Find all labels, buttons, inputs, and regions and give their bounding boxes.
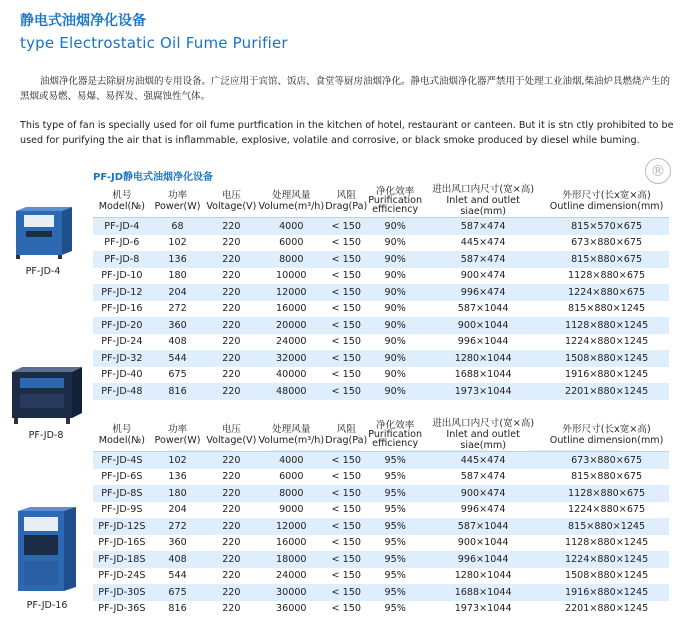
col-header-drag: 风阻 Drag(Pa) (325, 423, 368, 446)
table-cell: 12000 (258, 284, 324, 301)
table-cell: 220 (204, 502, 258, 519)
table-cell: 900×474 (422, 485, 544, 502)
table-cell: < 150 (324, 367, 368, 384)
table-row (93, 301, 669, 318)
table-cell: 204 (151, 502, 205, 519)
col-header-volume: 处理风量 Volume(m³/h) (258, 189, 325, 212)
table-cell: 1224×880×675 (544, 284, 669, 301)
col-header-efficiency: 净化效率 Purification efficiency (368, 186, 423, 215)
page-title-en: type Electrostatic Oil Fume Purifier (20, 34, 288, 52)
intro-paragraph-cn (20, 74, 672, 104)
table-cell: 30000 (258, 584, 324, 601)
table-cell: 220 (204, 551, 258, 568)
table-cell: PF-JD-16S (93, 535, 151, 552)
table-cell: 220 (204, 535, 258, 552)
table-cell: 220 (204, 251, 258, 268)
table-cell: 18000 (258, 551, 324, 568)
table-cell: PF-JD-20 (93, 317, 151, 334)
intro-text-cn: 油烟净化器是去除厨房油烟的专用设备。广泛应用于宾馆、饭店、食堂等厨房油烟净化。静电式油烟净化器严禁用于处理工业油烟,柴油炉具燃烧产生的黑烟或易燃、易爆、易挥发、强腐蚀性气体。 (20, 76, 671, 102)
purifier-pf-jd-4-image (10, 205, 76, 261)
table-cell: 996×474 (422, 284, 544, 301)
table-cell: PF-JD-48 (93, 383, 151, 400)
table-row (93, 218, 669, 235)
table-cell: 1973×1044 (422, 383, 544, 400)
purifier-pf-jd-16-image (14, 505, 80, 595)
table-cell: < 150 (324, 584, 368, 601)
table-cell: 445×474 (422, 452, 544, 469)
table-row (93, 235, 669, 252)
table-cell: 1688×1044 (422, 367, 544, 384)
table-cell: 1224×880×675 (544, 502, 669, 519)
product-caption: PF-JD-16 (26, 600, 68, 611)
table-cell: 1280×1044 (422, 350, 544, 367)
table-cell: 9000 (258, 502, 324, 519)
table-cell: 587×474 (422, 469, 544, 486)
table-header-row (93, 184, 669, 218)
table-cell: < 150 (324, 452, 368, 469)
table-cell: 95% (368, 452, 422, 469)
table-cell: PF-JD-10 (93, 268, 151, 285)
table-cell: 8000 (258, 485, 324, 502)
table-cell: 220 (204, 317, 258, 334)
table-row (93, 383, 669, 400)
table-cell: PF-JD-6S (93, 469, 151, 486)
intro-paragraph-en: This type of fan is specially used for oil fume purtfication in the kitchen of hotel, restaurant or canteen. But it is stn ctly prohibited to be used for purifying the air that is inflammable, explosive, volatile and corrosive, or black smoke produced by diesel while buming. (20, 120, 674, 146)
table-cell: 40000 (258, 367, 324, 384)
table-cell: 90% (368, 317, 422, 334)
table-cell: PF-JD-4S (93, 452, 151, 469)
table-cell: < 150 (324, 502, 368, 519)
table-cell: PF-JD-6 (93, 235, 151, 252)
col-header-model: 机号 Model(№) (98, 423, 145, 446)
table-row (93, 485, 669, 502)
col-header-outline: 外形尺寸(长x宽×高) Outline dimension(mm) (549, 423, 664, 446)
table-cell: 220 (204, 601, 258, 618)
table-row (93, 317, 669, 334)
col-header-model: 机号 Model(№) (98, 189, 145, 212)
table-cell: PF-JD-16 (93, 301, 151, 318)
table-cell: 136 (151, 251, 205, 268)
table-cell: PF-JD-12 (93, 284, 151, 301)
table-cell: 900×1044 (422, 317, 544, 334)
table-cell: 1128×880×1245 (544, 535, 669, 552)
registered-trademark-icon: ® (645, 158, 671, 184)
table-cell: 815×880×675 (544, 251, 669, 268)
table-cell: 1128×880×675 (544, 485, 669, 502)
col-header-inlet: 进出风口内尺寸(宽×高) Inlet and outlet siae(mm) (432, 418, 535, 451)
table-cell: 90% (368, 383, 422, 400)
col-header-inlet: 进出风口内尺寸(宽×高) Inlet and outlet siae(mm) (432, 184, 535, 217)
table-cell: 10000 (258, 268, 324, 285)
table-cell: 445×474 (422, 235, 544, 252)
table-cell: 220 (204, 218, 258, 235)
table-row (93, 334, 669, 351)
table-cell: < 150 (324, 218, 368, 235)
table-cell: 2201×880×1245 (544, 383, 669, 400)
table-cell: 180 (151, 485, 205, 502)
table-row (93, 367, 669, 384)
table-row (93, 268, 669, 285)
table-cell: < 150 (324, 334, 368, 351)
table-cell: 220 (204, 334, 258, 351)
table-cell: 90% (368, 301, 422, 318)
table-cell: < 150 (324, 268, 368, 285)
table-row (93, 469, 669, 486)
table-cell: 95% (368, 469, 422, 486)
table-cell: 675 (151, 584, 205, 601)
table-cell: 90% (368, 218, 422, 235)
table-cell: < 150 (324, 568, 368, 585)
table-cell: 220 (204, 584, 258, 601)
table-row (93, 601, 669, 618)
table-cell: 95% (368, 485, 422, 502)
table-cell: 90% (368, 251, 422, 268)
table-cell: 544 (151, 568, 205, 585)
table-cell: 1128×880×1245 (544, 317, 669, 334)
table-cell: 95% (368, 601, 422, 618)
table-cell: 102 (151, 235, 205, 252)
table-cell: PF-JD-24 (93, 334, 151, 351)
table-cell: 204 (151, 284, 205, 301)
table-cell: < 150 (324, 235, 368, 252)
table-row (93, 350, 669, 367)
table-cell: 220 (204, 383, 258, 400)
table-cell: PF-JD-18S (93, 551, 151, 568)
table-cell: < 150 (324, 551, 368, 568)
table-cell: 587×474 (422, 251, 544, 268)
col-header-efficiency: 净化效率 Purification efficiency (368, 420, 423, 449)
table-cell: 900×474 (422, 268, 544, 285)
table-cell: 587×1044 (422, 301, 544, 318)
table-cell: 996×1044 (422, 334, 544, 351)
table-row (93, 452, 669, 469)
table-cell: 1224×880×1245 (544, 334, 669, 351)
col-header-volume: 处理风量 Volume(m³/h) (258, 423, 325, 446)
table-cell: 360 (151, 317, 205, 334)
table-cell: 4000 (258, 452, 324, 469)
table-cell: 20000 (258, 317, 324, 334)
table-cell: 220 (204, 485, 258, 502)
table-cell: 8000 (258, 251, 324, 268)
table-cell: 1508×880×1245 (544, 568, 669, 585)
col-header-voltage: 电压 Voltage(V) (206, 189, 257, 212)
col-header-drag: 风阻 Drag(Pa) (325, 189, 368, 212)
table-cell: 95% (368, 584, 422, 601)
table-cell: 220 (204, 301, 258, 318)
table-cell: PF-JD-40 (93, 367, 151, 384)
table-cell: 220 (204, 235, 258, 252)
table-cell: 16000 (258, 535, 324, 552)
table-cell: PF-JD-8S (93, 485, 151, 502)
table-cell: 220 (204, 268, 258, 285)
table-cell: 272 (151, 518, 205, 535)
table-cell: 36000 (258, 601, 324, 618)
table-cell: 24000 (258, 334, 324, 351)
table-row (93, 251, 669, 268)
table-cell: 220 (204, 518, 258, 535)
table-cell: 68 (151, 218, 205, 235)
table-cell: 1916×880×1245 (544, 584, 669, 601)
table-cell: 95% (368, 551, 422, 568)
table-cell: 90% (368, 235, 422, 252)
table-row (93, 568, 669, 585)
table-cell: < 150 (324, 284, 368, 301)
table-header-row (93, 418, 669, 452)
table-cell: 90% (368, 284, 422, 301)
table-cell: 220 (204, 367, 258, 384)
table-cell: 32000 (258, 350, 324, 367)
table-cell: 408 (151, 334, 205, 351)
table-cell: 220 (204, 452, 258, 469)
table-cell: < 150 (324, 383, 368, 400)
table-cell: < 150 (324, 251, 368, 268)
table-cell: PF-JD-36S (93, 601, 151, 618)
table-cell: 90% (368, 367, 422, 384)
table-cell: 2201×880×1245 (544, 601, 669, 618)
table-cell: PF-JD-9S (93, 502, 151, 519)
table-cell: 220 (204, 568, 258, 585)
table-cell: 272 (151, 301, 205, 318)
table-cell: 996×474 (422, 502, 544, 519)
table-cell: < 150 (324, 301, 368, 318)
table-row (93, 535, 669, 552)
spec-table-standard (93, 184, 669, 400)
table-cell: 673×880×675 (544, 452, 669, 469)
col-header-outline: 外形尺寸(长x宽×高) Outline dimension(mm) (549, 189, 664, 212)
product-caption: PF-JD-8 (28, 430, 64, 441)
table-cell: 360 (151, 535, 205, 552)
table-cell: 16000 (258, 301, 324, 318)
table-row (93, 584, 669, 601)
table-cell: 136 (151, 469, 205, 486)
table-cell: 1128×880×675 (544, 268, 669, 285)
table-cell: 587×474 (422, 218, 544, 235)
table-cell: 675 (151, 367, 205, 384)
table-row (93, 551, 669, 568)
table-cell: 1688×1044 (422, 584, 544, 601)
table-cell: 6000 (258, 469, 324, 486)
purifier-pf-jd-8-image (6, 364, 86, 426)
table-cell: 95% (368, 518, 422, 535)
table-cell: 544 (151, 350, 205, 367)
table-cell: 95% (368, 568, 422, 585)
table-row (93, 502, 669, 519)
table-cell: 1973×1044 (422, 601, 544, 618)
table-cell: PF-JD-32 (93, 350, 151, 367)
table-cell: PF-JD-8 (93, 251, 151, 268)
table-cell: 48000 (258, 383, 324, 400)
table-cell: 1916×880×1245 (544, 367, 669, 384)
table-cell: 12000 (258, 518, 324, 535)
table-cell: 815×880×1245 (544, 301, 669, 318)
table-cell: PF-JD-4 (93, 218, 151, 235)
table-cell: 220 (204, 469, 258, 486)
table-cell: < 150 (324, 535, 368, 552)
table-cell: < 150 (324, 601, 368, 618)
table-cell: PF-JD-30S (93, 584, 151, 601)
table-cell: 815×570×675 (544, 218, 669, 235)
table-cell: < 150 (324, 350, 368, 367)
table-cell: PF-JD-12S (93, 518, 151, 535)
table-cell: 6000 (258, 235, 324, 252)
table-cell: 408 (151, 551, 205, 568)
table-cell: 95% (368, 535, 422, 552)
table-cell: < 150 (324, 518, 368, 535)
spec-table-s-series (93, 418, 669, 617)
col-header-power: 功率 Power(W) (154, 189, 201, 212)
product-caption: PF-JD-4 (25, 266, 61, 277)
section-title: PF-JD静电式油烟净化设备 (93, 172, 214, 183)
table-cell: 220 (204, 284, 258, 301)
table-row (93, 284, 669, 301)
table-cell: 816 (151, 601, 205, 618)
table-cell: 90% (368, 268, 422, 285)
table-cell: < 150 (324, 317, 368, 334)
table-cell: < 150 (324, 485, 368, 502)
table-cell: < 150 (324, 469, 368, 486)
table-cell: 90% (368, 334, 422, 351)
page-title-cn: 静电式油烟净化设备 (20, 13, 146, 29)
table-cell: 90% (368, 350, 422, 367)
table-cell: 24000 (258, 568, 324, 585)
table-cell: 673×880×675 (544, 235, 669, 252)
table-cell: 4000 (258, 218, 324, 235)
table-cell: 816 (151, 383, 205, 400)
table-cell: 996×1044 (422, 551, 544, 568)
table-cell: 815×880×1245 (544, 518, 669, 535)
table-cell: 95% (368, 502, 422, 519)
table-row (93, 518, 669, 535)
table-cell: 1224×880×1245 (544, 551, 669, 568)
table-cell: 900×1044 (422, 535, 544, 552)
col-header-power: 功率 Power(W) (154, 423, 201, 446)
table-cell: 1508×880×1245 (544, 350, 669, 367)
table-cell: 180 (151, 268, 205, 285)
col-header-voltage: 电压 Voltage(V) (206, 423, 257, 446)
table-cell: 815×880×675 (544, 469, 669, 486)
table-cell: PF-JD-24S (93, 568, 151, 585)
table-cell: 1280×1044 (422, 568, 544, 585)
table-cell: 102 (151, 452, 205, 469)
table-cell: 587×1044 (422, 518, 544, 535)
table-cell: 220 (204, 350, 258, 367)
